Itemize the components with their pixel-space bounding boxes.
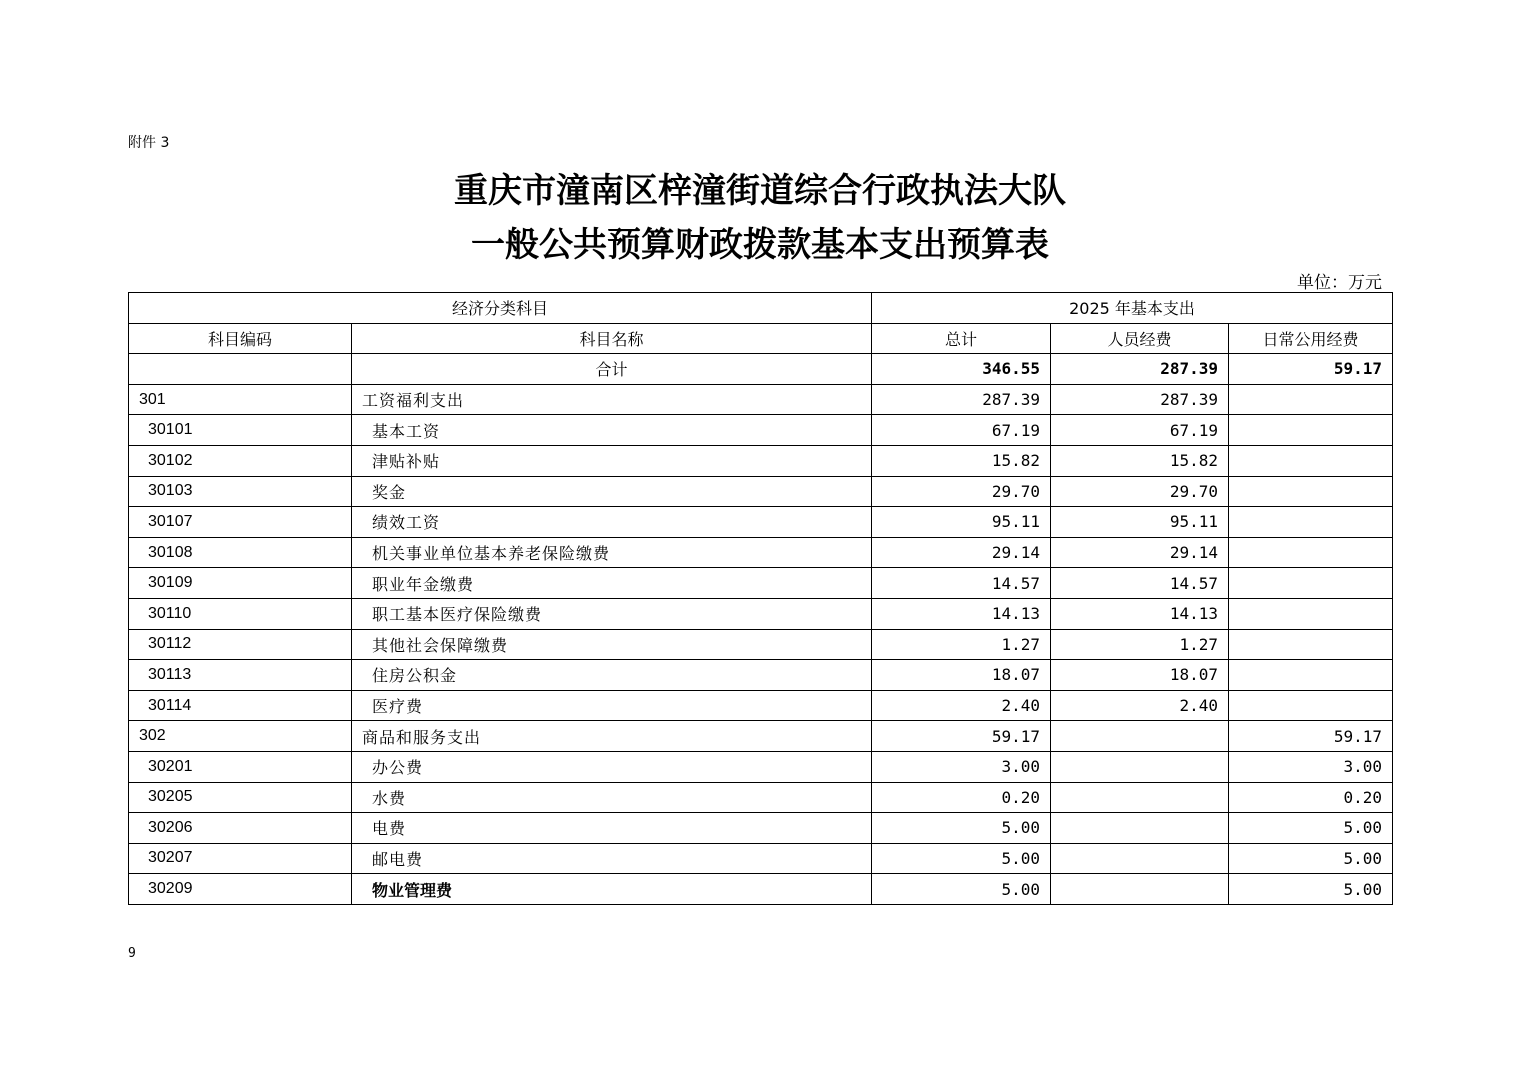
name-cell: 津贴补贴 bbox=[352, 445, 872, 476]
name-cell: 医疗费 bbox=[352, 690, 872, 721]
name-cell: 工资福利支出 bbox=[352, 384, 872, 415]
total-public: 59.17 bbox=[1229, 354, 1393, 385]
table-row bbox=[129, 843, 1393, 874]
header-name: 科目名称 bbox=[352, 323, 872, 354]
table-row bbox=[129, 690, 1393, 721]
name-cell: 电费 bbox=[352, 813, 872, 844]
table-row bbox=[129, 415, 1393, 446]
header-economic-classification: 经济分类科目 bbox=[129, 293, 872, 324]
public-cell bbox=[1229, 537, 1393, 568]
public-cell: 0.20 bbox=[1229, 782, 1393, 813]
personnel-cell: 95.11 bbox=[1051, 507, 1229, 538]
personnel-cell: 2.40 bbox=[1051, 690, 1229, 721]
public-cell bbox=[1229, 568, 1393, 599]
code-cell: 30113 bbox=[129, 660, 352, 691]
total-cell: 3.00 bbox=[872, 751, 1051, 782]
personnel-cell: 29.70 bbox=[1051, 476, 1229, 507]
table-row bbox=[129, 568, 1393, 599]
document-title-line-1: 重庆市潼南区梓潼街道综合行政执法大队 bbox=[454, 171, 1066, 211]
name-cell: 机关事业单位基本养老保险缴费 bbox=[352, 537, 872, 568]
public-cell: 5.00 bbox=[1229, 843, 1393, 874]
name-cell: 职业年金缴费 bbox=[352, 568, 872, 599]
header-personnel: 人员经费 bbox=[1051, 323, 1229, 354]
code-cell: 30112 bbox=[129, 629, 352, 660]
total-row bbox=[129, 354, 1393, 385]
code-cell: 302 bbox=[129, 721, 352, 752]
public-cell bbox=[1229, 660, 1393, 691]
header-public: 日常公用经费 bbox=[1229, 323, 1393, 354]
public-cell bbox=[1229, 507, 1393, 538]
public-cell: 5.00 bbox=[1229, 874, 1393, 905]
total-code-cell bbox=[129, 354, 352, 385]
code-cell: 301 bbox=[129, 384, 352, 415]
name-cell: 水费 bbox=[352, 782, 872, 813]
total-cell: 5.00 bbox=[872, 843, 1051, 874]
header-total: 总计 bbox=[872, 323, 1051, 354]
attachment-label: 附件 3 bbox=[128, 135, 170, 151]
personnel-cell bbox=[1051, 813, 1229, 844]
table-row bbox=[129, 629, 1393, 660]
personnel-cell: 67.19 bbox=[1051, 415, 1229, 446]
personnel-cell: 14.57 bbox=[1051, 568, 1229, 599]
code-cell: 30110 bbox=[129, 598, 352, 629]
header-basic-expenditure: 2025 年基本支出 bbox=[872, 293, 1393, 324]
total-cell: 287.39 bbox=[872, 384, 1051, 415]
table-row bbox=[129, 874, 1393, 905]
code-cell: 30207 bbox=[129, 843, 352, 874]
table-row bbox=[129, 751, 1393, 782]
table-row bbox=[129, 476, 1393, 507]
public-cell: 5.00 bbox=[1229, 813, 1393, 844]
document-title-line-2: 一般公共预算财政拨款基本支出预算表 bbox=[471, 225, 1049, 265]
table-row bbox=[129, 445, 1393, 476]
header-code: 科目编码 bbox=[129, 323, 352, 354]
group-header-row bbox=[129, 293, 1393, 324]
personnel-cell bbox=[1051, 782, 1229, 813]
code-cell: 30109 bbox=[129, 568, 352, 599]
total-cell: 2.40 bbox=[872, 690, 1051, 721]
personnel-cell bbox=[1051, 874, 1229, 905]
total-cell: 29.14 bbox=[872, 537, 1051, 568]
total-cell: 5.00 bbox=[872, 813, 1051, 844]
code-cell: 30205 bbox=[129, 782, 352, 813]
table-row bbox=[129, 598, 1393, 629]
total-total: 346.55 bbox=[872, 354, 1051, 385]
public-cell bbox=[1229, 415, 1393, 446]
name-cell: 基本工资 bbox=[352, 415, 872, 446]
name-cell: 物业管理费 bbox=[352, 874, 872, 905]
name-cell: 住房公积金 bbox=[352, 660, 872, 691]
personnel-cell: 18.07 bbox=[1051, 660, 1229, 691]
personnel-cell bbox=[1051, 721, 1229, 752]
code-cell: 30102 bbox=[129, 445, 352, 476]
column-header-row bbox=[129, 323, 1393, 354]
page-number: 9 bbox=[128, 946, 136, 961]
total-cell: 0.20 bbox=[872, 782, 1051, 813]
total-label: 合计 bbox=[352, 354, 872, 385]
code-cell: 30101 bbox=[129, 415, 352, 446]
total-personnel: 287.39 bbox=[1051, 354, 1229, 385]
total-cell: 29.70 bbox=[872, 476, 1051, 507]
public-cell bbox=[1229, 690, 1393, 721]
public-cell: 3.00 bbox=[1229, 751, 1393, 782]
total-cell: 5.00 bbox=[872, 874, 1051, 905]
public-cell bbox=[1229, 445, 1393, 476]
code-cell: 30108 bbox=[129, 537, 352, 568]
code-cell: 30107 bbox=[129, 507, 352, 538]
total-cell: 59.17 bbox=[872, 721, 1051, 752]
code-cell: 30209 bbox=[129, 874, 352, 905]
name-cell: 奖金 bbox=[352, 476, 872, 507]
code-cell: 30114 bbox=[129, 690, 352, 721]
table-row bbox=[129, 782, 1393, 813]
table-row bbox=[129, 660, 1393, 691]
public-cell: 59.17 bbox=[1229, 721, 1393, 752]
personnel-cell bbox=[1051, 843, 1229, 874]
total-cell: 67.19 bbox=[872, 415, 1051, 446]
personnel-cell: 29.14 bbox=[1051, 537, 1229, 568]
total-cell: 95.11 bbox=[872, 507, 1051, 538]
total-cell: 14.13 bbox=[872, 598, 1051, 629]
personnel-cell: 1.27 bbox=[1051, 629, 1229, 660]
public-cell bbox=[1229, 384, 1393, 415]
name-cell: 绩效工资 bbox=[352, 507, 872, 538]
total-cell: 1.27 bbox=[872, 629, 1051, 660]
code-cell: 30206 bbox=[129, 813, 352, 844]
total-cell: 15.82 bbox=[872, 445, 1051, 476]
table-row bbox=[129, 721, 1393, 752]
table-row bbox=[129, 537, 1393, 568]
personnel-cell: 287.39 bbox=[1051, 384, 1229, 415]
code-cell: 30103 bbox=[129, 476, 352, 507]
total-cell: 14.57 bbox=[872, 568, 1051, 599]
total-cell: 18.07 bbox=[872, 660, 1051, 691]
name-cell: 办公费 bbox=[352, 751, 872, 782]
table-row bbox=[129, 384, 1393, 415]
personnel-cell: 15.82 bbox=[1051, 445, 1229, 476]
public-cell bbox=[1229, 476, 1393, 507]
personnel-cell bbox=[1051, 751, 1229, 782]
name-cell: 邮电费 bbox=[352, 843, 872, 874]
unit-label: 单位：万元 bbox=[1297, 273, 1382, 293]
name-cell: 其他社会保障缴费 bbox=[352, 629, 872, 660]
name-cell: 商品和服务支出 bbox=[352, 721, 872, 752]
public-cell bbox=[1229, 598, 1393, 629]
public-cell bbox=[1229, 629, 1393, 660]
personnel-cell: 14.13 bbox=[1051, 598, 1229, 629]
budget-table bbox=[128, 292, 1393, 905]
name-cell: 职工基本医疗保险缴费 bbox=[352, 598, 872, 629]
table-row bbox=[129, 507, 1393, 538]
table-row bbox=[129, 813, 1393, 844]
code-cell: 30201 bbox=[129, 751, 352, 782]
